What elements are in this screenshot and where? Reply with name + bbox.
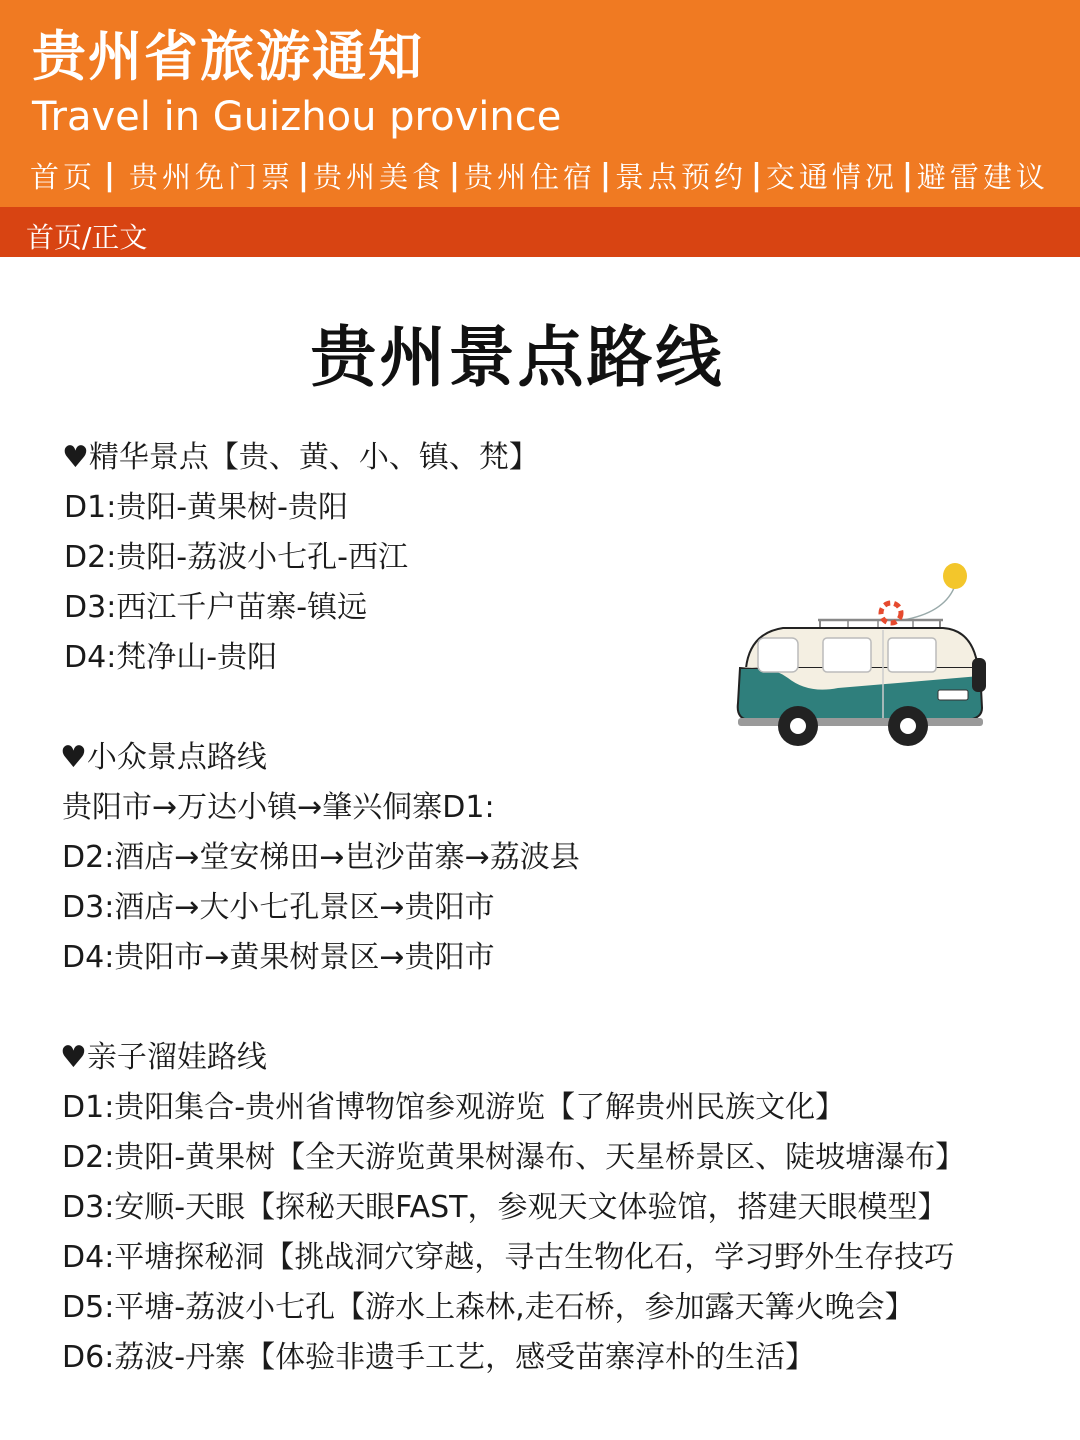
nav-free-tickets[interactable]: 贵州免门票 [128,159,294,194]
nav-separator: | [448,157,460,193]
route-line: D6:荔波-丹寨【体验非遗手工艺，感受苗寨淳朴的生活】 [62,1340,816,1375]
route-line: D1:贵阳集合-贵州省博物馆参观游览【了解贵州民族文化】 [62,1090,846,1125]
breadcrumb-bar [0,207,1080,257]
section-heading-text: 精华景点【贵、黄、小、镇、梵】 [88,440,539,475]
nav-separator: | [901,157,913,193]
section-heading-text: 小众景点路线 [86,740,267,775]
page-title: 贵州景点路线 [310,319,725,396]
route-line: 贵阳市→万达小镇→肇兴侗寨D1: [62,790,495,825]
heart-icon: ♥ [62,440,89,475]
route-line: D2:酒店→堂安梯田→岜沙苗寨→荔波县 [62,840,580,875]
wheel-icon [888,706,928,746]
nav-food[interactable]: 贵州美食 [312,159,445,194]
heart-icon: ♥ [60,1040,87,1075]
section-heading [60,1038,267,1078]
route-line: D3:西江千户苗寨-镇远 [64,590,368,625]
breadcrumb[interactable]: 首页/正文 [26,221,148,254]
site-header [0,0,1080,207]
heart-icon: ♥ [60,740,87,775]
section-heading [62,438,539,478]
route-line: D2:贵阳-黄果树【全天游览黄果树瀑布、天星桥景区、陡坡塘瀑布】 [62,1140,966,1175]
main-nav [30,152,1049,198]
section-heading [60,738,267,778]
wheel-icon [778,706,818,746]
nav-traffic[interactable]: 交通情况 [765,159,898,194]
van-illustration [728,558,996,758]
route-line: D1:贵阳-黄果树-贵阳 [64,490,348,525]
route-line: D4:平塘探秘洞【挑战洞穴穿越，寻古生物化石，学习野外生存技巧 [62,1240,955,1275]
route-line: D5:平塘-荔波小七孔【游水上森林,走石桥，参加露天篝火晚会】 [62,1290,915,1325]
section-heading-text: 亲子溜娃路线 [86,1040,267,1075]
nav-tips[interactable]: 避雷建议 [916,159,1049,194]
nav-separator: | [104,157,115,193]
nav-booking[interactable]: 景点预约 [614,159,747,194]
nav-lodging[interactable]: 贵州住宿 [463,159,596,194]
site-subtitle: Travel in Guizhou province [32,94,562,140]
route-line: D4:梵净山-贵阳 [64,640,278,675]
site-title: 贵州省旅游通知 [32,25,424,88]
route-line: D3:安顺-天眼【探秘天眼FAST，参观天文体验馆，搭建天眼模型】 [62,1190,948,1225]
route-line: D3:酒店→大小七孔景区→贵阳市 [62,890,495,925]
nav-home[interactable]: 首页 [30,159,97,194]
nav-separator: | [298,157,309,193]
route-line: D4:贵阳市→黄果树景区→贵阳市 [62,940,495,975]
nav-separator: | [750,157,762,193]
route-line: D2:贵阳-荔波小七孔-西江 [64,540,408,575]
nav-separator: | [599,157,611,193]
balloon-icon [903,563,967,620]
